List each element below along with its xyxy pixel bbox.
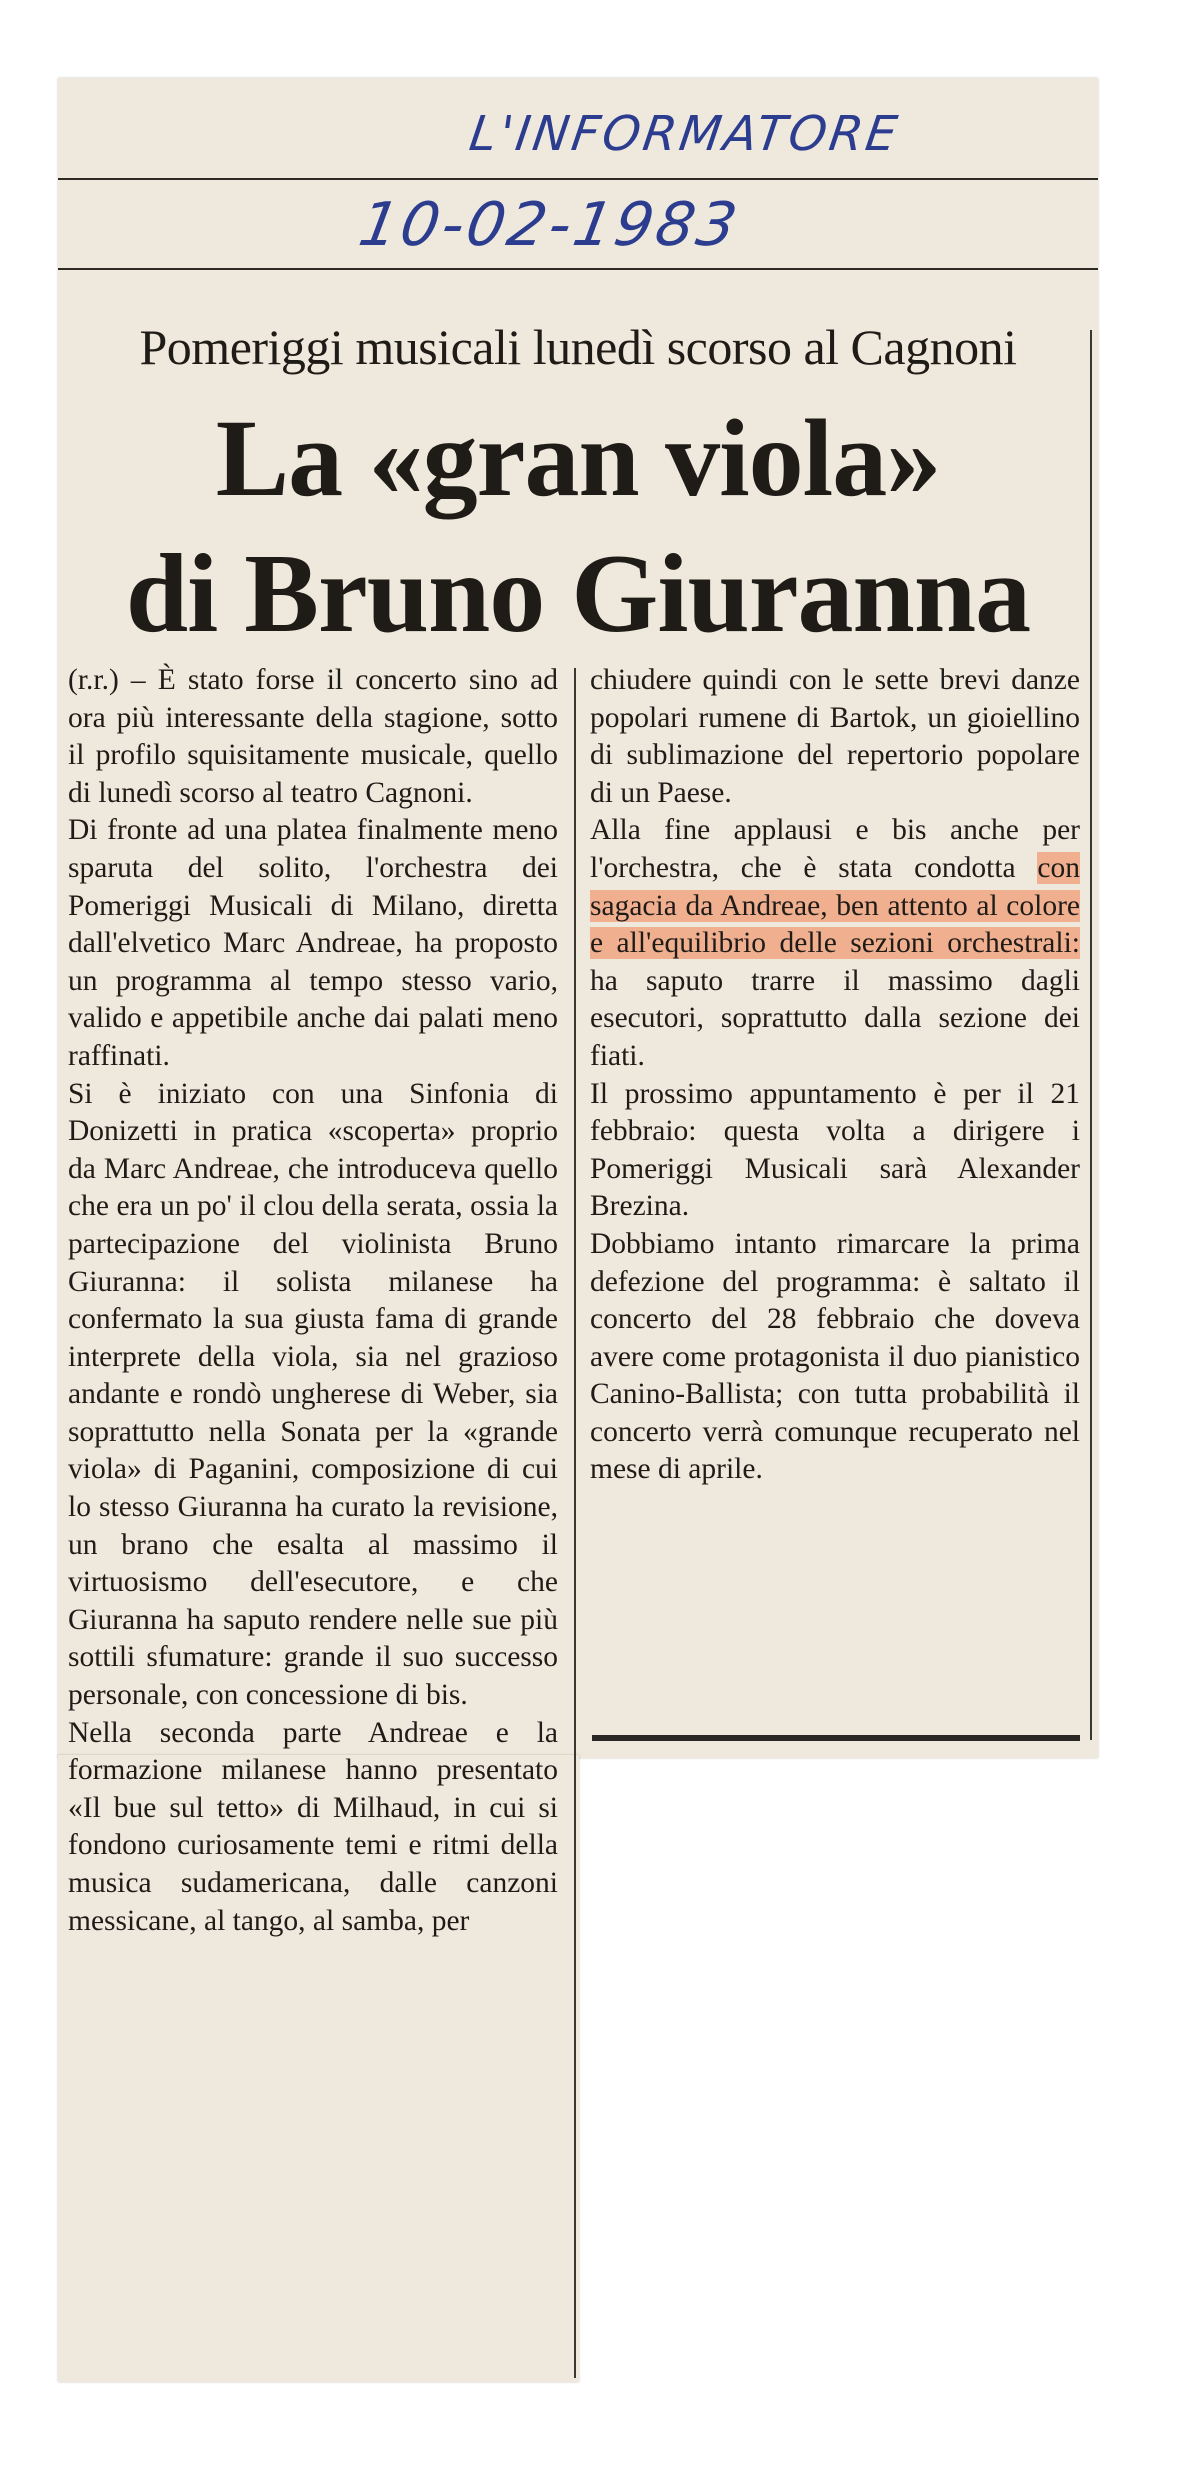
- paragraph: chiudere quindi con le sette brevi danze popolari rumene di Bartok, un gioiellino di sublimazione del repertorio popolare di un Paese.: [590, 664, 1080, 809]
- clipping-edge-rule: [1090, 330, 1092, 1740]
- handwritten-date: 10-02-1983: [353, 190, 745, 260]
- article-end-rule: [592, 1735, 1080, 1741]
- paragraph: Il prossimo appuntamento è per il 21 febbraio: questa volta a dirigere i Pomeriggi Musicali sarà Alexander Brezina.: [590, 1077, 1080, 1223]
- article-column-right: [590, 662, 1080, 1489]
- article-headline-line-2: di Bruno Giuranna: [125, 532, 1031, 656]
- handwritten-source: L'INFORMATORE: [466, 106, 904, 162]
- paragraph: Dobbiamo intanto rimarcare la prima defezione del programma: è saltato il concerto del 28 febbraio che doveva avere come protagonista il duo pianistico Canino-Ballista; con tutta probabilità il concerto verrà comunque recuperato nel mese di aprile.: [590, 1227, 1080, 1486]
- paragraph: Nella seconda parte Andreae e la formazione milanese hanno presentato «Il bue sul tetto» di Milhaud, in cui si fondono curiosamente temi e ritmi della musica sudamericana, dalle canzoni messicane, al tango, al samba, per: [68, 1716, 558, 1937]
- article-kicker: Pomeriggi musicali lunedì scorso al Cagnoni: [139, 319, 1017, 375]
- article-column-left: [68, 662, 558, 1940]
- column-divider: [574, 668, 576, 2378]
- paragraph: Di fronte ad una platea finalmente meno sparuta del solito, l'orchestra dei Pomeriggi Musicali di Milano, diretta dall'elvetico Marc Andreae, ha proposto un programma al tempo stesso vario, valido e appetibile anche dai palati meno raffinati.: [68, 814, 558, 1072]
- paragraph-text: ha saputo trarre il massimo dagli esecutori, soprattutto dalla sezione dei fiati.: [590, 964, 1080, 1072]
- highlighted-passage: con sagacia da Andreae, ben attento al colore e all'equilibrio delle sezioni orchestrali:: [590, 851, 1080, 960]
- paragraph-text: Alla fine applausi e bis anche per l'orchestra, che è stata condotta: [590, 814, 1080, 884]
- paragraph-highlighted: [590, 812, 1080, 1075]
- paragraph: (r.r.) – È stato forse il concerto sino ad ora più interessante della stagione, sotto il profilo squisitamente musicale, quello di lunedì scorso al teatro Cagnoni.: [68, 664, 558, 809]
- article-headline-line-1: La «gran viola»: [215, 397, 941, 519]
- header-strip-rule-bottom: [58, 268, 1098, 270]
- header-strip-rule-top: [58, 178, 1098, 180]
- paragraph: Si è iniziato con una Sinfonia di Donizetti in pratica «scoperta» proprio da Marc Andreae, che introduceva quello che era un po' il clou della serata, ossia la partecipazione del violinista Bruno Giuranna: il solista milanese ha confermato la sua giusta fama di grande interprete della viola, sia nel grazioso andante e rondò ungherese di Weber, sia soprattutto nella Sonata per la «grande viola» di Paganini, composizione di cui lo stesso Giuranna ha curato la revisione, un brano che esalta al massimo il virtuosismo dell'esecutore, e che Giuranna ha saputo rendere nelle sue più sottili sfumature: grande il suo successo personale, con concessione di bis.: [68, 1077, 558, 1712]
